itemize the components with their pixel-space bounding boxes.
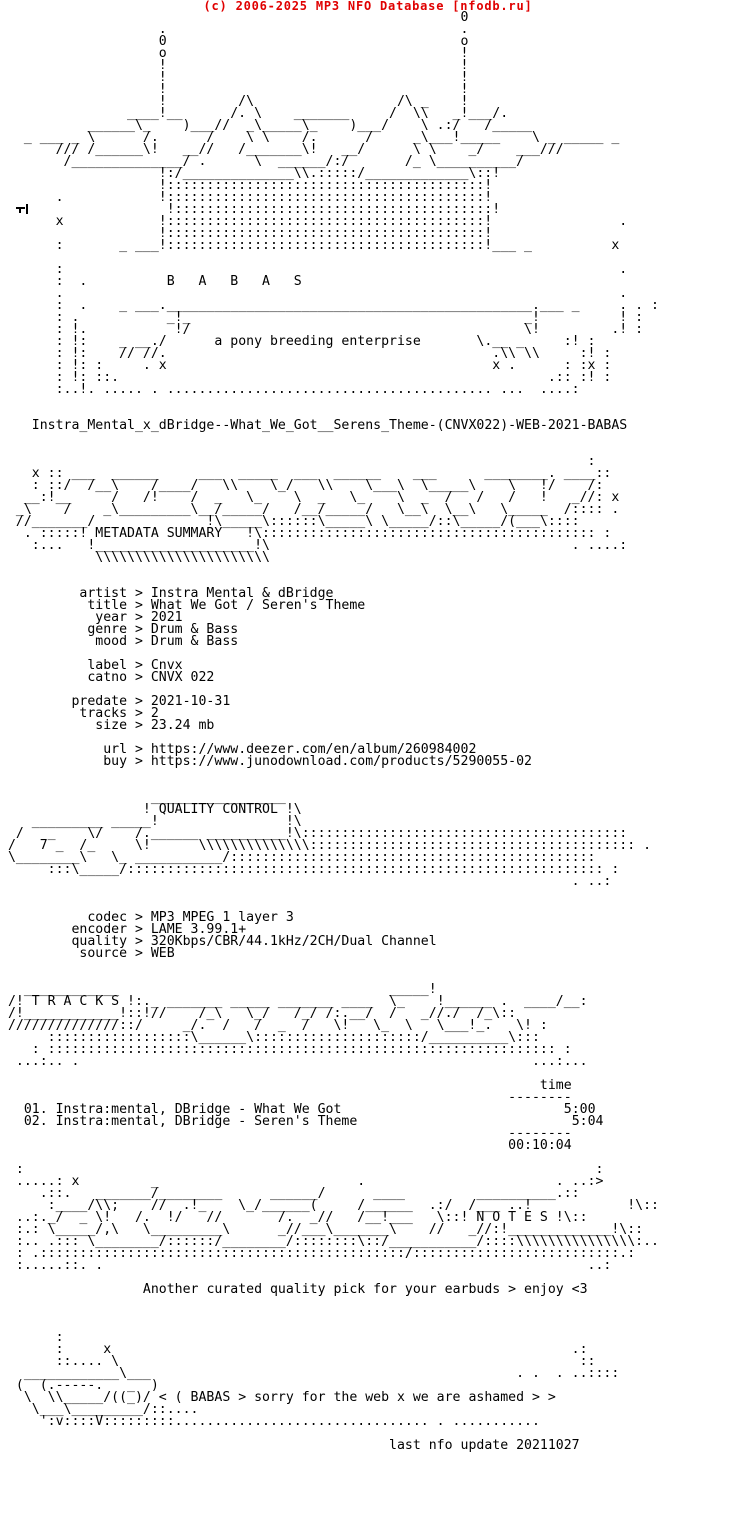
ascii-art: :____/\\; // .!_ \_/______( /______ .:/ /___ ..! !\:: — [0, 1198, 659, 1213]
ascii-art: .....: x _ . . ..:> — [0, 1174, 604, 1189]
qc-row-codec: codec > MP3 MPEG 1 layer 3 — [0, 910, 294, 925]
qc-codec: MP3 MPEG 1 layer 3 — [150, 910, 294, 925]
notes-title: N O T E S — [476, 1210, 548, 1225]
meta-row-artist: artist > Instra Mental & dBridge — [0, 586, 334, 601]
ascii-art: . . — [0, 22, 469, 37]
meta-genre: Drum & Bass — [150, 622, 239, 637]
ascii-art: /!____________!::!// /_\ \_/ /_/ /:.__/ / _//./ /_\:: — [0, 1006, 517, 1021]
last-update: last nfo update 20211027 — [389, 1438, 580, 1453]
ascii-art: x !::::::::::::::::::::::::::::::::::::::::! . — [0, 214, 628, 229]
track-time: 5:04 — [571, 1114, 604, 1129]
ascii-art: ! ! — [0, 58, 469, 73]
meta-url: https://www.deezer.com/en/album/260984002 — [150, 742, 477, 757]
track-title: Instra:mental, DBridge - Seren's Theme — [55, 1114, 358, 1129]
ascii-art: _________________ — [0, 790, 286, 805]
ascii-art: / _ \/ /.______ __________!\::::::::::::::::::::::::::::::::::::::::: — [0, 826, 628, 841]
meta-row-url: url > https://www.deezer.com/en/album/260984002 — [0, 742, 477, 757]
ascii-art: //_______/ !\_____\::::::\_____\ \_____/::\_____/(___\:::: — [0, 514, 580, 529]
ascii-art: ( (.-----. _ ) — [0, 1378, 159, 1393]
ascii-art: ____________ _____! — [0, 982, 437, 997]
notes-text: Another curated quality pick for your earbuds > enjoy <3 — [142, 1282, 588, 1297]
ascii-art: : !: : . x x . : :x : — [0, 358, 612, 373]
ascii-art: : : — [0, 1162, 604, 1177]
ascii-art: : . _ ___.______________________________________________.___ _ . . : — [0, 298, 659, 313]
qc-row-quality: quality > 320Kbps/CBR/44.1kHz/2CH/Dual Channel — [0, 934, 437, 949]
notes-text-row — [0, 1284, 659, 1296]
meta-row-year: year > 2021 — [0, 610, 183, 625]
ascii-art: : !. !/ \! .! : — [0, 322, 644, 337]
notes-title-row: ..:._/ _ \! /. !/ // /. _// /__!___ \::! N O T E S !\:: — [0, 1210, 588, 1225]
ascii-art: :..!. ..... . ......................................... ... ....: — [0, 382, 580, 397]
ascii-art: _ ___ _ \ /. / \ \ /. / _\___!_____ \ _ _____ _ — [0, 130, 620, 145]
qc-encoder: LAME 3.99.1+ — [150, 922, 247, 937]
ascii-art: :.. .::: \________/::::::/________/::::::::\::/___________/::::\\\\\\\\\\\\\\\:.. — [0, 1234, 659, 1249]
track-number: 02. — [23, 1114, 48, 1129]
ascii-art: ! ! — [0, 70, 469, 85]
ascii-art: . . — [0, 286, 628, 301]
ascii-art: __:!__ / /! / _ \_ \ _ \_ \ _ / / / ! _//: x — [0, 490, 620, 505]
copyright-header: (c) 2006-2025 MP3 NFO Database [nfodb.ru] — [203, 0, 533, 13]
ascii-art: _________ _____! !\ — [0, 814, 302, 829]
ascii-art: !::::::::::::::::::::::::::::::::::::::::! — [0, 226, 493, 241]
ascii-art: ! /\ /\ _ ! — [0, 94, 469, 109]
ascii-art: 0 — [0, 10, 469, 25]
meta-row-title: title > What We Got / Seren's Theme — [0, 598, 366, 613]
meta-row-predate: predate > 2021-10-31 — [0, 694, 231, 709]
ascii-art: o ! — [0, 46, 469, 61]
group-letters: : . B A B A S — [0, 274, 302, 289]
ascii-art: . !::::::::::::::::::::::::::::::::::::::::! — [0, 190, 493, 205]
meta-row-genre: genre > Drum & Bass — [0, 622, 239, 637]
quality-title-row: ! QUALITY CONTROL !\ — [0, 802, 302, 817]
total-time-row — [0, 1140, 659, 1152]
meta-mood: Drum & Bass — [150, 634, 239, 649]
ascii-art: ____________\___ . . . ..:::: — [0, 1366, 620, 1381]
qc-row-encoder: encoder > LAME 3.99.1+ — [0, 922, 247, 937]
separator: -------- — [508, 1090, 572, 1105]
ascii-art: . ..: — [0, 874, 612, 889]
tagline: a pony breeding enterprise — [214, 334, 421, 349]
time-column-header: time — [539, 1078, 572, 1093]
tracks-title: T R A C K S — [31, 994, 120, 1009]
separator: -------- — [508, 1126, 572, 1141]
ascii-art: ::.... \ :: — [0, 1354, 596, 1369]
ascii-art: / 7 _ /_ \! \\\\\\\\\\\\\\::::::::::::::::::::::::::::::::::::::::: . — [0, 838, 652, 853]
ascii-art: : — [0, 454, 596, 469]
ascii-art: !::::::::::::::::::::::::::::::::::::::::! — [0, 202, 501, 217]
ascii-art: \\\\\\\\\\\\\\\\\\\\\\ — [0, 550, 270, 565]
qc-source: WEB — [150, 946, 175, 961]
meta-artist: Instra Mental & dBridge — [150, 586, 334, 601]
release-name-row — [0, 420, 659, 432]
meta-row-mood: mood > Drum & Bass — [0, 634, 239, 649]
meta-row-label: label > Cnvx — [0, 658, 183, 673]
quality-control-title: QUALITY CONTROL — [158, 802, 278, 817]
meta-tracks: 2 — [150, 706, 159, 721]
track-time: 5:00 — [563, 1102, 596, 1117]
ascii-art: ...:.. . ...:... — [0, 1054, 588, 1069]
meta-label: Cnvx — [150, 658, 183, 673]
track-title: Instra:mental, DBridge - What We Got — [55, 1102, 342, 1117]
nfo-document — [0, 12, 659, 1452]
ascii-art: !::::::::::::::::::::::::::::::::::::::::! — [0, 178, 493, 193]
ascii-art: : .::::::::::::::::::::::::::::::::::::::::::::::/::::::::::::::::::::::::::.: — [0, 1246, 636, 1261]
meta-year: 2021 — [150, 610, 183, 625]
metadata-title-row: . :::::! METADATA SUMMARY !\:::::::::::::::::::::::::::::::::::::::::: : — [0, 526, 612, 541]
qc-quality: 320Kbps/CBR/44.1kHz/2CH/Dual Channel — [150, 934, 437, 949]
ascii-art: : !: ::. .:: :! : — [0, 370, 612, 385]
track-number: 01. — [23, 1102, 48, 1117]
ascii-art: : !: // //. .\\ \\ :! : — [0, 346, 612, 361]
ascii-art: ':v::::V:::::::::................................ . ........... — [0, 1414, 540, 1429]
ascii-art: //////////////::/ _/. / / _ / \! \_ \ \___!_. \! : — [0, 1018, 548, 1033]
ascii-art: \________\ \_ ___________/:::::::::::::::::::::::::::::::::::::::::::::: — [0, 850, 596, 865]
group-name: B A B A S — [166, 274, 302, 289]
ascii-art: : _ ___!::::::::::::::::::::::::::::::::::::::::!___ _ x — [0, 238, 620, 253]
ascii-art: :.: \_____/,\ \_________\ _//___\_______\ // _//:!_____________!\:: — [0, 1222, 644, 1237]
ascii-art: ____!__ /. \ _______ / \\ _!___/. — [0, 106, 509, 121]
ascii-art: /______________/ . \ ______/:/ /_ \__________/ — [0, 154, 525, 169]
meta-title: What We Got / Seren's Theme — [150, 598, 366, 613]
ascii-art: ::::::::::::::::::\______\:::::::::::::::::::::/__________\::: — [0, 1030, 540, 1045]
ascii-art: ! ! — [0, 82, 469, 97]
ascii-art: : :::::::::::::::::::::::::::::::::::::::::::::::::::::::::::::::: : — [0, 1042, 572, 1057]
meta-buy: https://www.junodownload.com/products/5290055-02 — [150, 754, 532, 769]
ascii-art: : x .: — [0, 1342, 588, 1357]
footer-msg-row: \ \\_____/((_)/ < ( BABAS > sorry for the web x we are ashamed > > — [0, 1390, 556, 1405]
meta-catno: CNVX 022 — [150, 670, 215, 685]
ascii-art: : . — [0, 262, 628, 277]
ascii-art: /// /______\! __// /_______\! __/ \ \ _/ ___/// — [0, 142, 564, 157]
ascii-art: .::. _______/________ ______/ ____ __________.:: — [0, 1186, 580, 1201]
meta-predate: 2021-10-31 — [150, 694, 231, 709]
meta-size: 23.24 mb — [150, 718, 215, 733]
ascii-art: : — [0, 1330, 64, 1345]
tagline-row: : !: _ __./ a pony breeding enterprise \.__ _ :! : — [0, 334, 596, 349]
qc-row-source: source > WEB — [0, 946, 175, 961]
ascii-art: _\ / _\_________\__/_____/ /__/_____/ \__\ \__\ \_____ /:::: . — [0, 502, 620, 517]
ascii-art: : ::/ /__\ /____/ \\ \_/ \\ \___\ \_____\ \ !/ /: — [0, 478, 604, 493]
total-time: 00:10:04 — [508, 1138, 572, 1153]
meta-row-buy: buy > https://www.junodownload.com/products/5290055-02 — [0, 754, 532, 769]
meta-row-tracks: tracks > 2 — [0, 706, 159, 721]
ascii-art: !:/______________\\.:::::/_____________\::! — [0, 166, 501, 181]
meta-row-size: size > 23.24 mb — [0, 718, 215, 733]
ascii-art: : . _!_ _! ! : — [0, 310, 644, 325]
footer-message: < ( BABAS > sorry for the web x we are ashamed > > — [158, 1390, 556, 1405]
metadata-summary-title: METADATA SUMMARY — [95, 526, 223, 541]
release-name: Instra_Mental_x_dBridge--What_We_Got__Serens_Theme-(CNVX022)-WEB-2021-BABAS — [31, 418, 628, 433]
last-update-row — [0, 1440, 659, 1452]
ascii-art: :... !____________________!\ . ....: — [0, 538, 628, 553]
ascii-art: x :: ___ ______ ___ _____ ___ ______ ___ ________. ____:: — [0, 466, 612, 481]
ascii-art: \___\_________/::.... — [0, 1402, 199, 1417]
ascii-art: ______\_ )___// _\_____\_ )___/ \ .:/ /_____ — [0, 118, 532, 133]
ascii-art: 0 o — [0, 34, 469, 49]
ascii-art: :::\_____/:::::::::::::::::::::::::::::::::::::::::::::::::::::::::::: : — [0, 862, 620, 877]
ascii-art: :.....::. . ..: — [0, 1258, 612, 1273]
tracks-title-row: /! T R A C K S !:._ _______ _____ _______ ____ \_ !______ . ____/__: — [0, 994, 588, 1009]
meta-row-catno: catno > CNVX 022 — [0, 670, 215, 685]
